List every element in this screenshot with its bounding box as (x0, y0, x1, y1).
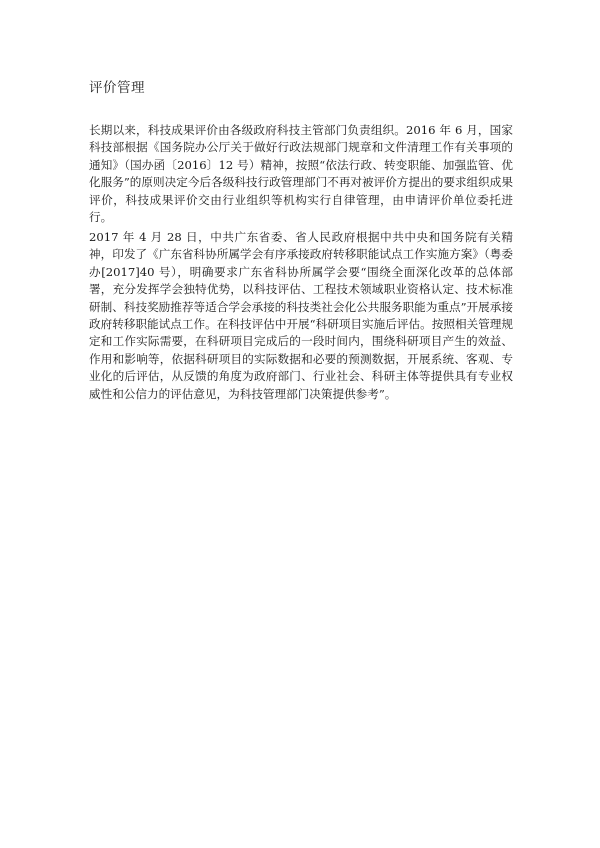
paragraph-2: 2017 年 4 月 28 日，中共广东省委、省人民政府根据中共中央和国务院有关精神，印发了《广东省科协所属学会有序承接政府转移职能试点工作实施方案》（粤委办[2017]40 号），明确要求广东省科协所属学会要“围绕全面深化改革的总体部署，充分发挥学会独特优势，以科技评估、工程技术领域职业资格认定、技术标准研制、科技奖励推荐等适合学会承接的科技类社会化公共服务职能为重点”开展承接政府转移职能试点工作。在科技评估中开展“科研项目实施后评估。按照相关管理规定和工作实际需要，在科研项目完成后的一段时间内，围绕科研项目产生的效益、作用和影响等，依据科研项目的实际数据和必要的预测数据，开展系统、客观、专业化的后评估，从反馈的角度为政府部门、行业社会、科研主体等提供具有专业权威性和公信力的评估意见，为科技管理部门决策提供参考”。 (89, 230, 513, 401)
section-heading: 评价管理 (89, 80, 145, 96)
paragraph-1: 长期以来，科技成果评价由各级政府科技主管部门负责组织。2016 年 6 月，国家科技部根据《国务院办公厅关于做好行政法规部门规章和文件清理工作有关事项的通知》（国办函〔2016〕12 号）精神，按照“依法行政、转变职能、加强监管、优化服务”的原则决定今后各级科技行政管理部门不再对被评价方提出的要求组织成果评价，科技成果评价交由行业组织等机构实行自律管理，由申请评价单位委托进行。 (89, 123, 513, 225)
